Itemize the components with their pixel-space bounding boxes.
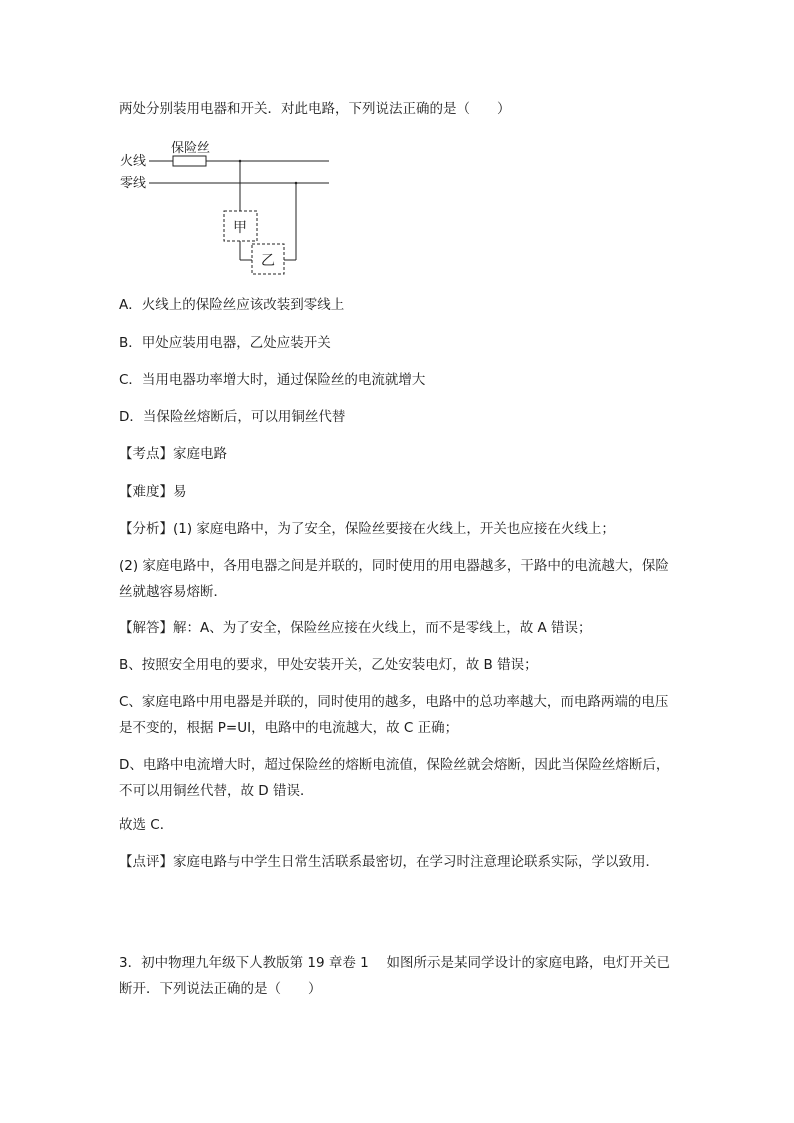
nandu: 【难度】易: [119, 484, 187, 500]
dianping: 【点评】家庭电路与中学生日常生活联系最密切，在学习时注意理论联系实际，学以致用．: [119, 854, 659, 870]
next-question: 3．初中物理九年级下人教版第 19 章卷 1 如图所示是某同学设计的家庭电路，电灯开关已断开．下列说法正确的是（ ）: [119, 955, 671, 997]
fuse-symbol: [173, 156, 206, 166]
option-b: B．甲处应装用电器，乙处应装开关: [119, 335, 331, 351]
jieda-b: B、按照安全用电的要求，甲处安装开关，乙处安装电灯，故 B 错误；: [119, 657, 538, 673]
option-a: A．火线上的保险丝应该改装到零线上: [119, 297, 345, 313]
answer: 故选 C．: [119, 817, 174, 833]
kaodian: 【考点】家庭电路: [119, 446, 227, 462]
fenxi-2: (2) 家庭电路中，各用电器之间是并联的，同时使用的用电器越多，干路中的电流越大，保险丝就越容易熔断．: [119, 558, 669, 600]
fuse-label: 保险丝: [171, 141, 211, 156]
box-jia-label: 甲: [233, 220, 247, 236]
jieda-a: 【解答】解：A、为了安全，保险丝应接在火线上，而不是零线上，故 A 错误；: [119, 620, 592, 636]
jieda-d: D、电路中电流增大时，超过保险丝的熔断电流值，保险丝就会熔断，因此当保险丝熔断后，不可以用铜丝代替，故 D 错误．: [119, 757, 670, 799]
live-label: 火线: [120, 154, 147, 169]
neutral-label: 零线: [120, 176, 147, 191]
fenxi-1: 【分析】(1) 家庭电路中，为了安全，保险丝要接在火线上，开关也应接在火线上；: [119, 521, 615, 537]
circuit-diagram: [119, 136, 339, 276]
option-d: D．当保险丝熔断后，可以用铜丝代替: [119, 409, 346, 425]
jieda-c: C、家庭电路中用电器是并联的，同时使用的越多，电路中的总功率越大，而电路两端的电压是不变的，根据 P=UI，电路中的电流越大，故 C 正确；: [119, 694, 669, 736]
question-intro: 两处分别装用电器和开关．对此电路，下列说法正确的是（ ）: [119, 101, 511, 117]
box-yi-label: 乙: [261, 253, 275, 269]
option-c: C．当用电器功率增大时，通过保险丝的电流就增大: [119, 372, 426, 388]
